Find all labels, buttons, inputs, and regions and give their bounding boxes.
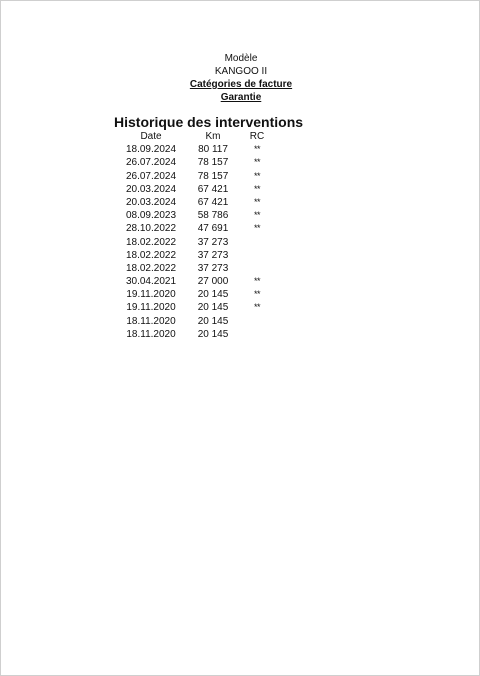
rc-cell: ** [253,170,260,181]
date-cell: 18.09.2024 [125,144,177,156]
model-label: Modèle [224,53,258,64]
km-cell: 80 117 [198,144,228,156]
km-cell: 67 421 [197,196,229,208]
rc-cell: ** [253,183,260,194]
date-cell: 18.11.2020 [126,315,176,327]
date-cell: 18.02.2022 [125,262,177,274]
date-cell: 28.10.2022 [125,223,177,235]
km-cell: 20 145 [197,289,229,301]
rc-cell: ** [253,144,260,155]
rc-cell: ** [253,276,260,287]
date-cell: 30.04.2021 [125,276,177,288]
column-header-rc: RC [249,131,265,142]
km-cell: 58 786 [197,210,229,222]
km-cell: 20 145 [197,302,229,314]
km-cell: 27 000 [197,276,229,288]
rc-cell: ** [253,157,260,168]
date-cell: 20.03.2024 [125,196,177,208]
rc-cell: ** [253,196,260,207]
date-cell: 19.11.2020 [126,302,176,314]
rc-cell: ** [253,302,260,313]
rc-cell: ** [253,210,260,221]
model-name: KANGOO II [214,66,268,77]
date-cell: 26.07.2024 [125,157,177,169]
km-cell: 37 273 [197,249,229,261]
document-header [1,52,480,104]
date-cell: 19.11.2020 [126,289,176,301]
km-cell: 67 421 [197,183,229,195]
date-cell: 20.03.2024 [125,183,177,195]
km-cell: 20 145 [197,315,229,327]
km-cell: 47 691 [197,223,229,235]
km-cell: 37 273 [197,236,229,248]
column-header-date: Date [140,131,162,142]
rc-cell: ** [253,223,260,234]
km-cell: 37 273 [197,262,229,274]
km-cell: 78 157 [197,157,229,169]
column-header-km: Km [205,131,221,142]
rc-cell: ** [253,289,260,300]
warranty-heading: Garantie [220,92,262,103]
km-cell: 78 157 [197,170,229,182]
date-cell: 18.02.2022 [125,236,177,248]
date-cell: 26.07.2024 [125,170,177,182]
date-cell: 18.02.2022 [125,249,177,261]
invoice-categories-heading: Catégories de facture [189,79,293,90]
section-title: Historique des interventions [114,114,304,130]
km-cell: 20 145 [197,328,229,340]
date-cell: 08.09.2023 [125,210,177,222]
date-cell: 18.11.2020 [126,328,176,340]
